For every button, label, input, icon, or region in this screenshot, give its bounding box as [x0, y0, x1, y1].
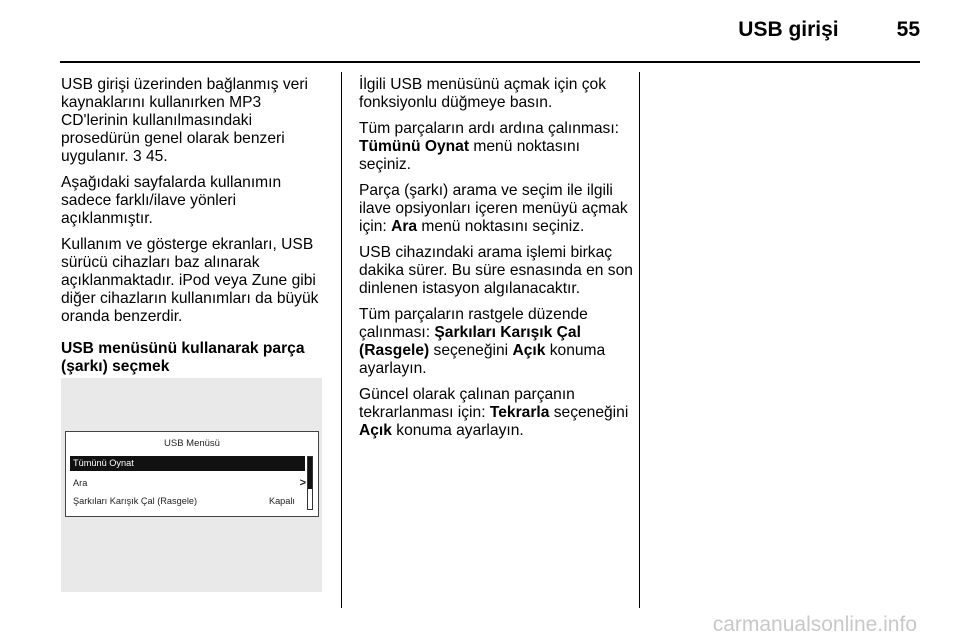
menu-item-search: Ara >	[73, 477, 306, 489]
column-divider	[639, 72, 640, 608]
scrollbar-thumb	[308, 457, 312, 489]
paragraph: Tüm parçaların rastgele düzende çalınması: Şarkıları Karışık Çal (Rasgele) seçeneğini Açık konuma ayarlayın.	[359, 306, 606, 377]
paragraph: Güncel olarak çalınan parçanın tekrarlanması için: Tekrarla seçeneğini Açık konuma ayarlayın.	[359, 386, 629, 439]
paragraph: Tüm parçaların ardı ardına çalınması: Tümünü Oynat menü noktasını seçiniz.	[359, 120, 620, 173]
scrollbar	[307, 456, 313, 510]
header-rule	[60, 61, 920, 63]
section-title: USB girişi	[738, 18, 839, 41]
menu-item-play-all: Tümünü Oynat	[70, 456, 305, 471]
screen-title: USB Menüsü	[164, 438, 220, 449]
menu-item-shuffle: Şarkıları Karışık Çal (Rasgele) Kapalı	[70, 494, 305, 509]
paragraph: Kullanım ve gösterge ekranları, USB sürücü cihazları baz alınarak açıklanmaktadır. iPod veya Zune gibi diğer cihazların kullanımları da büyük oranda benzerdir.	[61, 236, 319, 325]
paragraph: USB girişi üzerinden bağlanmış veri kaynaklarını kullanırken MP3 CD'lerinin kullanılmasındaki prosedürün genel olarak benzeri uygulanır. 3 45.	[61, 76, 309, 165]
column-divider	[341, 72, 342, 608]
page-number: 55	[896, 18, 920, 41]
watermark: carmanualsonline.info	[712, 613, 917, 636]
usb-menu-figure	[61, 378, 322, 592]
right-column	[359, 76, 634, 448]
page-header	[738, 18, 920, 42]
paragraph: USB cihazındaki arama işlemi birkaç dakika sürer. Bu süre esnasında en son dinlenen istasyon algılanacaktır.	[359, 244, 633, 297]
display-screen	[65, 431, 319, 517]
page-reference-icon: 3	[132, 148, 142, 165]
paragraph: İlgili USB menüsünü açmak için çok fonksiyonlu düğmeye basın.	[359, 76, 607, 111]
section-subheading: USB menüsünü kullanarak parça (şarkı) seçmek	[61, 340, 305, 375]
shuffle-value: Kapalı	[268, 496, 295, 506]
chevron-right-icon: >	[299, 477, 306, 489]
paragraph: Parça (şarkı) arama ve seçim ile ilgili ilave opsiyonları içeren menüyü açmak için: Ara menü noktasını seçiniz.	[359, 182, 628, 235]
paragraph: Aşağıdaki sayfalarda kullanımın sadece farklı/ilave yönleri açıklanmıştır.	[61, 174, 282, 227]
left-column	[61, 76, 331, 384]
